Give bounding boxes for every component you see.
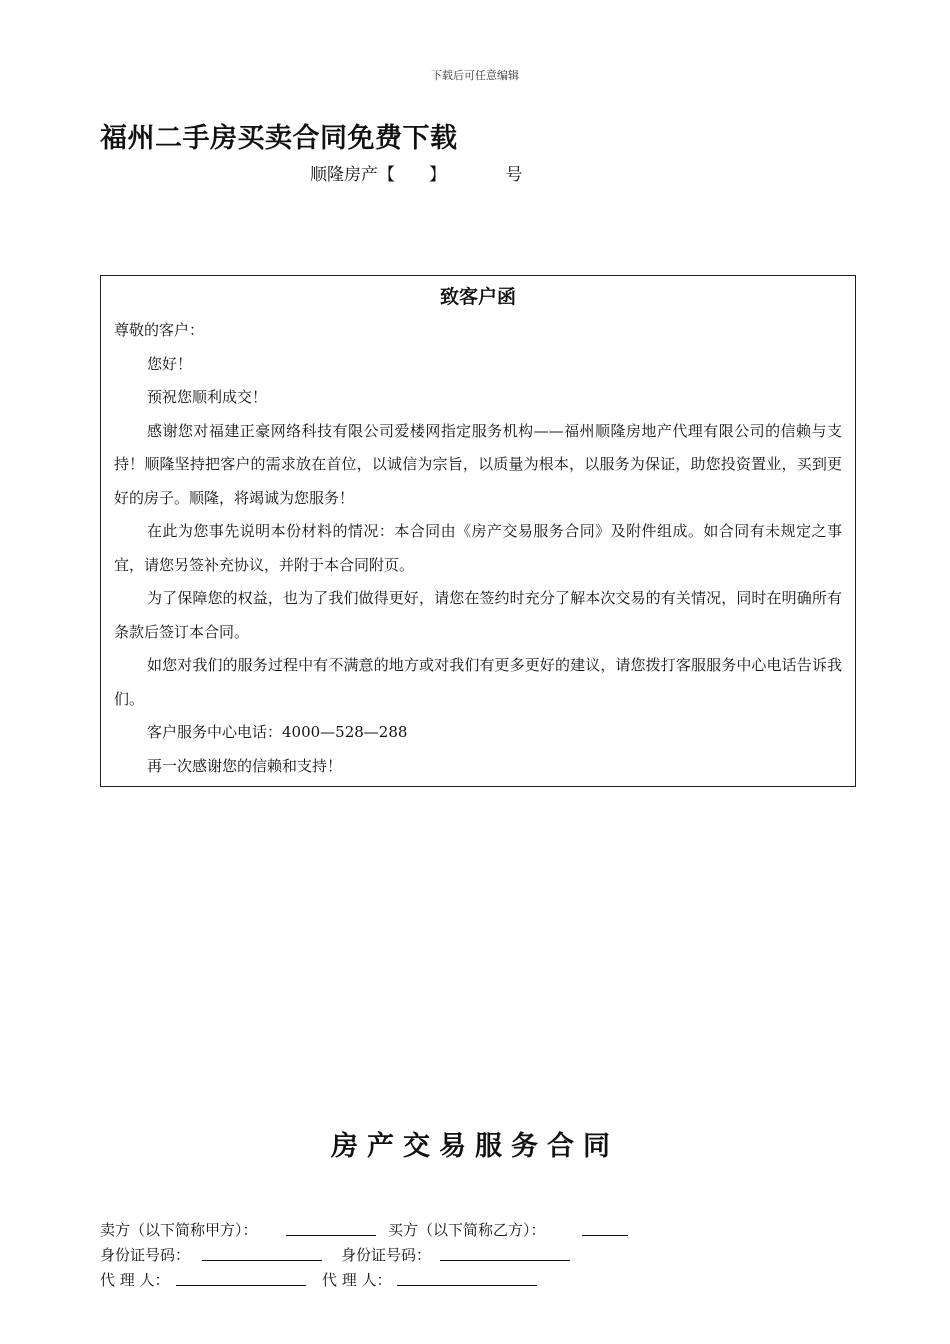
- letter-paragraph: 在此为您事先说明本份材料的情况：本合同由《房产交易服务合同》及附件组成。如合同有未规定之事宜，请您另签补充协议，并附于本合同附页。: [114, 522, 842, 574]
- letter-greeting: 尊敬的客户：: [114, 321, 205, 339]
- seller-agent-label: 代 理 人：: [100, 1271, 170, 1289]
- letter-paragraph: 您好！: [147, 354, 193, 373]
- buyer-agent-label: 代 理 人：: [322, 1271, 392, 1289]
- letter-paragraph: 为了保障您的权益，也为了我们做得更好，请您在签约时充分了解本次交易的有关情况，同时在明确所有条款后签订本合同。: [114, 589, 842, 641]
- seller-agent-field[interactable]: [176, 1268, 306, 1286]
- seller-name-field[interactable]: [286, 1218, 376, 1236]
- contract-title: 房产交易服务合同: [331, 1131, 619, 1162]
- seller-id-label: 身份证号码：: [100, 1246, 191, 1264]
- seller-label: 卖方（以下简称甲方）：: [100, 1221, 258, 1239]
- buyer-name-field[interactable]: [582, 1218, 628, 1236]
- page-header-note: 下载后可任意编辑: [431, 69, 519, 82]
- letter-paragraph: 预祝您顺利成交！: [147, 388, 268, 406]
- letter-title: 致客户函: [439, 286, 516, 308]
- letter-paragraph: 感谢您对福建正豪网络科技有限公司爱楼网指定服务机构——福州顺隆房地产代理有限公司的信赖与支持！顺隆坚持把客户的需求放在首位，以诚信为宗旨，以质量为根本，以服务为保证，助您投资置业，买到更好的房子。顺隆，将竭诚为您服务！: [114, 421, 842, 507]
- letter-closing: 再一次感谢您的信赖和支持！: [147, 756, 343, 775]
- buyer-label: 买方（以下简称乙方）：: [388, 1221, 546, 1239]
- buyer-id-field[interactable]: [440, 1243, 570, 1261]
- service-phone: 客户服务中心电话：4000—528—288: [147, 723, 408, 741]
- letter-paragraph: 如您对我们的服务过程中有不满意的地方或对我们有更多更好的建议，请您拨打客服服务中心电话告诉我们。: [114, 656, 842, 708]
- document-title: 福州二手房买卖合同免费下载: [100, 123, 458, 154]
- buyer-agent-field[interactable]: [397, 1268, 537, 1286]
- letter-body: [101, 314, 855, 783]
- buyer-id-label: 身份证号码：: [341, 1246, 432, 1264]
- customer-letter-box: [100, 275, 856, 787]
- document-number: 顺隆房产【 】 号: [310, 165, 523, 185]
- seller-id-field[interactable]: [202, 1243, 322, 1261]
